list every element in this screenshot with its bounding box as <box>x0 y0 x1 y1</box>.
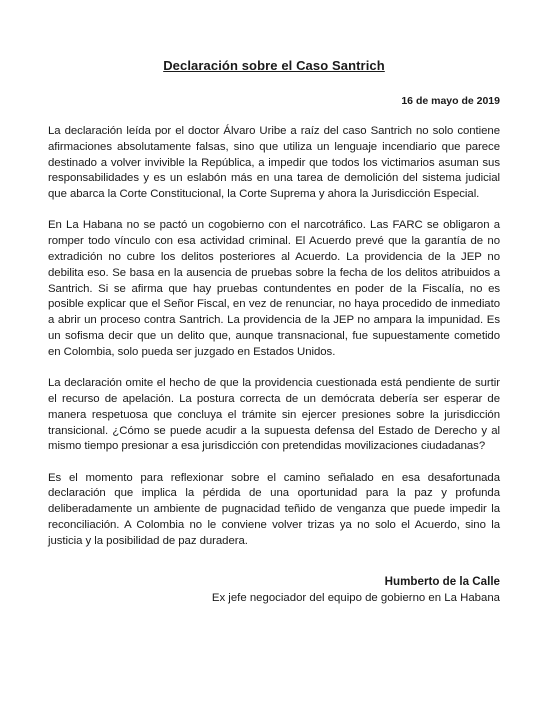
document-date: 16 de mayo de 2019 <box>401 95 500 107</box>
signature-block <box>48 574 500 606</box>
signature-name: Humberto de la Calle <box>384 574 500 588</box>
paragraph-3: La declaración omite el hecho de que la providencia cuestionada está pendiente de surtir el recurso de apelación. La postura correcta de un demócrata debería ser esperar de manera respetuosa que concluya el trámite sin ejercer presiones sobre la jurisdicción transicional. ¿Cómo se puede acudir a la supuesta defensa del Estado de Derecho y al mismo tiempo presionar a esa jurisdicción con pretendidas movilizaciones ciudadanas? <box>48 377 500 453</box>
signature-role: Ex jefe negociador del equipo de gobierno en La Habana <box>211 591 500 604</box>
paragraph-2: En La Habana no se pactó un cogobierno con el narcotráfico. Las FARC se obligaron a romper todo vínculo con esa actividad criminal. El Acuerdo prevé que la garantía de no extradición no cubre los delitos posteriores al Acuerdo. La providencia de la JEP no debilita eso. Se basa en la ausencia de pruebas sobre la fecha de los delitos atribuidos a Santrich. Si se afirma que hay pruebas contundentes en poder de la Fiscalía, no es posible explicar que el Señor Fiscal, en vez de renunciar, no haya procedido de inmediato a abrir un proceso contra Santrich. La providencia de la JEP no ampara la impunidad. Es un sofisma decir que un delito que, aunque transnacional, fue supuestamente cometido en Colombia, solo pueda ser juzgado en Estados Unidos. <box>48 219 500 358</box>
document-page <box>48 58 500 606</box>
paragraph-1: La declaración leída por el doctor Álvaro Uribe a raíz del caso Santrich no solo contiene afirmaciones absolutamente falsas, sino que utiliza un lenguaje incendiario que parece destinado a volver invivible la República, a impedir que todos los victimarios asuman sus responsabilidades y es un eslabón más en una tarea de demolición del sistema judicial que abarca la Corte Constitucional, la Corte Suprema y ahora la Jurisdicción Especial. <box>48 125 500 201</box>
paragraph-4: Es el momento para reflexionar sobre el camino señalado en esa desafortunada declaración que implica la pérdida de una oportunidad para la paz y profunda deliberadamente un ambiente de pugnacidad teñido de venganza que puede impedir la reconciliación. A Colombia no le conviene volver trizas ya no solo el Acuerdo, sino la justicia y la posibilidad de paz duradera. <box>48 471 500 547</box>
document-title: Declaración sobre el Caso Santrich <box>163 58 385 73</box>
